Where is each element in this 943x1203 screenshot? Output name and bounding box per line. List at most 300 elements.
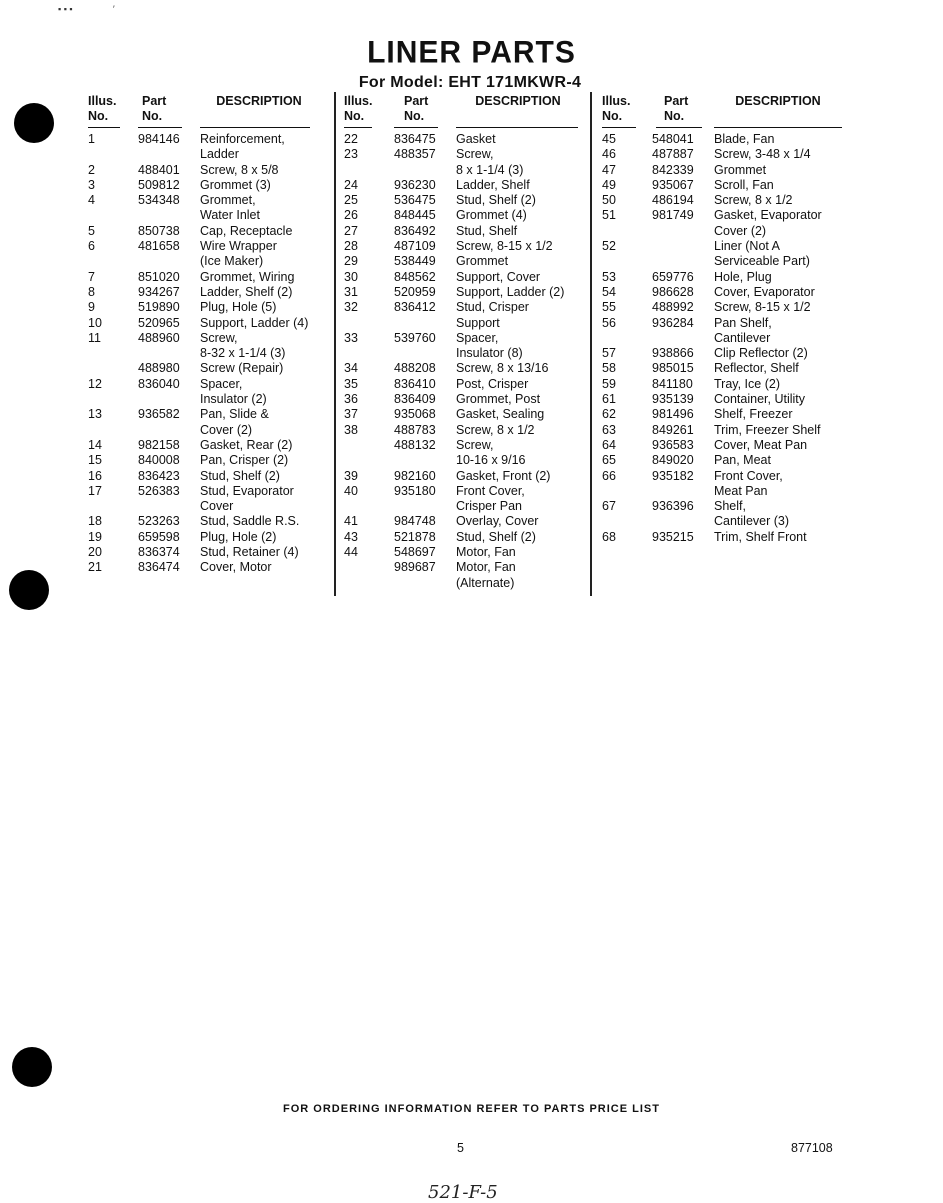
parts-column-2 [344,94,580,591]
part-number: 981749 [652,208,694,223]
description-line: Trim, Freezer Shelf [714,422,821,437]
description-line: Screw, [200,330,238,345]
description-line: Screw, 8 x 13/16 [456,361,549,376]
description-line: Clip Reflector (2) [714,346,808,361]
description-line: Stud, Evaporator [200,483,294,498]
description-line: Gasket, Evaporator [714,208,822,223]
part-description [200,132,318,163]
description-line: Tray, Ice (2) [714,376,780,391]
part-description [456,300,580,331]
part-description [456,377,580,392]
part-description [200,560,318,575]
description-line: Screw, 3-48 x 1/4 [714,147,811,162]
description-line: Ladder, Shelf [456,177,530,192]
table-row [344,132,580,147]
part-number: 986628 [652,284,694,299]
table-row [602,285,842,300]
part-description [456,285,580,300]
column-header [602,94,842,128]
table-row [602,530,842,545]
part-description [200,514,318,529]
illus-number: 62 [602,407,616,422]
table-row [602,163,842,178]
illus-number: 68 [602,529,616,544]
header-rule [714,127,842,129]
description-line: Cantilever [714,330,771,345]
description-line: Cover (2) [200,422,253,437]
description-line: Cover, Meat Pan [714,437,808,452]
description-line: Liner (Not A [714,239,781,254]
table-row [88,361,318,376]
description-line: Screw, [456,437,494,452]
illus-number: 45 [602,132,616,146]
part-description [714,316,842,347]
table-row [602,407,842,422]
illus-number: 18 [88,514,102,529]
description-line: Gasket [456,132,496,146]
description-line: Hole, Plug [714,269,772,284]
illus-number: 36 [344,392,358,407]
illus-number: 2 [88,162,95,177]
part-number: 659776 [652,269,694,284]
description-line: Front Cover, [456,483,525,498]
illus-number: 25 [344,193,358,208]
part-number: 936583 [652,437,694,452]
description-line: Container, Utility [714,392,806,407]
description-line: Support, Ladder (4) [200,315,309,330]
column-header [344,94,580,128]
header-rule [138,127,182,129]
illus-number: 8 [88,284,95,299]
illus-number: 55 [602,300,616,315]
part-number: 509812 [138,177,180,192]
handwritten-note: 521-F-5 [428,1182,498,1203]
document-number: 877108 [791,1141,833,1155]
part-description [200,178,318,193]
illus-number: 19 [88,529,102,544]
table-row [602,438,842,453]
table-row [602,193,842,208]
table-row [88,316,318,331]
page-number: 5 [457,1141,464,1155]
description-line: Gasket, Front (2) [456,468,551,483]
part-description [714,147,842,162]
illus-number: 6 [88,239,95,254]
table-row [88,469,318,484]
part-description [200,300,318,315]
description-line: Serviceable Part) [714,254,810,269]
description-line: Stud, Shelf [456,223,518,238]
header-rule [602,127,636,129]
part-number: 935182 [652,468,694,483]
description-line: Wire Wrapper [200,239,277,254]
part-description [456,254,580,269]
illus-number: 23 [344,147,358,162]
description-line: Shelf, [714,499,746,514]
description-line: Shelf, Freezer [714,407,793,422]
description-line: Insulator (8) [456,346,523,361]
binder-hole-top [14,103,54,143]
description-line: (Ice Maker) [200,254,264,269]
illus-number: 20 [88,545,102,560]
part-number: 849020 [652,453,694,468]
description-line: Stud, Saddle R.S. [200,514,300,529]
part-number: 982160 [394,468,436,483]
description-line: Grommet, Post [456,392,541,407]
illus-number: 16 [88,468,102,483]
illus-no-header: Illus. No. [344,94,373,123]
description-line: Blade, Fan [714,132,775,146]
table-row [602,499,842,530]
table-row [344,514,580,529]
description-line: 10-16 x 9/16 [456,453,526,468]
part-description [456,438,580,469]
part-number: 985015 [652,361,694,376]
description-line: Motor, Fan [456,560,516,575]
illus-number: 40 [344,483,358,498]
part-number: 848445 [394,208,436,223]
part-no-header: Part No. [404,94,429,123]
part-number: 836374 [138,545,180,560]
part-description [200,438,318,453]
description-line: Stud, Shelf (2) [456,529,536,544]
column-divider [334,92,336,596]
table-row [344,239,580,254]
part-description [714,407,842,422]
header-rule [656,127,702,129]
part-description [456,331,580,362]
part-number: 848562 [394,269,436,284]
part-description [200,545,318,560]
part-description [714,361,842,376]
part-description [200,270,318,285]
table-row [602,147,842,162]
part-description [456,239,580,254]
illus-number: 32 [344,300,358,315]
part-number: 488783 [394,422,436,437]
part-description [200,239,318,270]
part-description [456,224,580,239]
part-description [456,270,580,285]
part-number: 488960 [138,330,180,345]
description-line: Cover, Evaporator [714,284,815,299]
part-number: 936396 [652,499,694,514]
part-description [456,178,580,193]
part-number: 840008 [138,453,180,468]
table-row [88,453,318,468]
description-header: DESCRIPTION [475,94,561,108]
table-row [602,453,842,468]
part-number: 526383 [138,483,180,498]
illus-number: 10 [88,315,102,330]
table-row [344,285,580,300]
description-line: Support, Cover [456,269,541,284]
illus-number: 37 [344,407,358,422]
description-line: 8-32 x 1-1/4 (3) [200,346,286,361]
parts-rows [344,132,580,591]
part-description [200,331,318,362]
part-number: 488132 [394,437,436,452]
illus-number: 34 [344,361,358,376]
description-line: Cover, Motor [200,560,272,575]
description-line: Grommet [456,254,509,269]
illus-number: 12 [88,376,102,391]
part-description [200,193,318,224]
description-line: Gasket, Sealing [456,407,545,422]
part-number: 935068 [394,407,436,422]
part-number: 836475 [394,132,436,146]
table-row [602,178,842,193]
part-number: 836492 [394,223,436,238]
table-row [88,377,318,408]
part-number: 521878 [394,529,436,544]
table-row [344,193,580,208]
table-row [88,438,318,453]
illus-number: 4 [88,193,95,208]
part-number: 938866 [652,346,694,361]
illus-number: 29 [344,254,358,269]
description-line: Water Inlet [200,208,260,223]
part-number: 539760 [394,330,436,345]
description-line: Overlay, Cover [456,514,539,529]
table-row [344,438,580,469]
part-number: 936582 [138,407,180,422]
part-number: 851020 [138,269,180,284]
table-row [602,346,842,361]
part-description [456,560,580,591]
illus-number: 44 [344,545,358,560]
table-row [344,361,580,376]
illus-number: 50 [602,193,616,208]
illus-number: 67 [602,499,616,514]
table-row [602,469,842,500]
part-description [200,163,318,178]
table-row [88,270,318,285]
table-row [602,377,842,392]
table-row [344,484,580,515]
part-number: 488992 [652,300,694,315]
part-description [714,423,842,438]
illus-number: 59 [602,376,616,391]
header-rule [344,127,372,129]
part-description [714,270,842,285]
part-number: 934267 [138,284,180,299]
description-line: Ladder [200,147,239,162]
part-description [200,469,318,484]
part-number: 481658 [138,239,180,254]
part-description [714,499,842,530]
table-row [344,377,580,392]
illus-number: 63 [602,422,616,437]
illus-number: 54 [602,284,616,299]
parts-column-1 [88,94,318,576]
description-line: Spacer, [200,376,243,391]
description-line: Scroll, Fan [714,177,774,192]
table-row [344,300,580,331]
illus-number: 15 [88,453,102,468]
scan-speck: ′ [113,4,115,14]
part-number: 534348 [138,193,180,208]
description-header: DESCRIPTION [735,94,821,108]
table-row [88,530,318,545]
illus-number: 3 [88,177,95,192]
table-row [88,132,318,163]
part-number: 836423 [138,468,180,483]
table-row [344,560,580,591]
part-description [714,132,842,147]
part-number: 935067 [652,177,694,192]
part-description [714,178,842,193]
description-line: Screw, [456,147,494,162]
part-number: 841180 [652,376,693,391]
page-title: LINER PARTS [367,35,576,70]
description-line: Insulator (2) [200,392,267,407]
description-line: Motor, Fan [456,545,516,560]
header-rule [88,127,120,129]
illus-number: 51 [602,208,616,223]
table-row [88,545,318,560]
part-number: 548041 [652,132,694,146]
part-description [456,407,580,422]
binder-hole-bottom [12,1047,52,1087]
description-line: Post, Crisper [456,376,529,391]
illus-number: 33 [344,330,358,345]
part-number: 488357 [394,147,436,162]
part-description [200,453,318,468]
illus-number: 1 [88,132,95,146]
illus-number: 5 [88,223,95,238]
description-line: Stud, Shelf (2) [456,193,536,208]
part-no-header: Part No. [664,94,689,123]
table-row [88,514,318,529]
description-line: Support, Ladder (2) [456,284,565,299]
illus-number: 31 [344,284,358,299]
description-line: Reinforcement, [200,132,285,146]
part-description [714,469,842,500]
illus-number: 9 [88,300,95,315]
part-number: 836412 [394,300,436,315]
table-row [88,560,318,575]
illus-number: 30 [344,269,358,284]
description-line: (Alternate) [456,575,515,590]
illus-number: 11 [88,330,101,345]
illus-number: 41 [344,514,358,529]
illus-number: 53 [602,269,616,284]
table-row [344,331,580,362]
description-line: Reflector, Shelf [714,361,799,376]
illus-number: 49 [602,177,616,192]
part-description [714,193,842,208]
scan-speck: ▪ ▪ ▪ [58,4,73,14]
table-row [602,361,842,376]
part-number: 488401 [138,162,180,177]
description-line: Screw, 8 x 5/8 [200,162,279,177]
table-row [602,316,842,347]
table-row [602,239,842,270]
description-line: Grommet, Wiring [200,269,295,284]
part-number: 488208 [394,361,436,376]
table-row [344,254,580,269]
table-row [344,545,580,560]
description-line: Cap, Receptacle [200,223,293,238]
part-description [714,453,842,468]
description-line: Screw, 8 x 1/2 [456,422,535,437]
illus-number: 61 [602,392,616,407]
table-row [88,484,318,515]
part-description [714,239,842,270]
table-row [88,239,318,270]
description-line: Plug, Hole (5) [200,300,277,315]
part-description [200,361,318,376]
description-line: Cantilever (3) [714,514,790,529]
description-line: Pan, Meat [714,453,771,468]
part-number: 548697 [394,545,436,560]
table-row [88,331,318,362]
table-row [344,147,580,178]
part-number: 850738 [138,223,180,238]
table-row [344,469,580,484]
binder-hole-middle [9,570,49,610]
illus-number: 66 [602,468,616,483]
description-line: Trim, Shelf Front [714,529,807,544]
part-description [200,224,318,239]
description-line: Meat Pan [714,483,768,498]
part-number: 486194 [652,193,694,208]
part-description [456,514,580,529]
illus-number: 52 [602,239,616,254]
column-divider [590,92,592,596]
description-line: Pan Shelf, [714,315,772,330]
part-number: 487109 [394,239,436,254]
table-row [344,407,580,422]
part-description [456,469,580,484]
part-description [456,423,580,438]
part-number: 849261 [652,422,694,437]
illus-number: 47 [602,162,616,177]
table-row [602,132,842,147]
part-description [456,484,580,515]
table-row [602,423,842,438]
description-line: Stud, Shelf (2) [200,468,280,483]
illus-number: 64 [602,437,616,452]
description-line: Cover [200,499,234,514]
part-number: 836474 [138,560,180,575]
part-number: 981496 [652,407,694,422]
table-row [88,193,318,224]
table-row [88,178,318,193]
table-row [344,208,580,223]
part-number: 536475 [394,193,436,208]
illus-number: 58 [602,361,616,376]
table-row [344,530,580,545]
part-description [714,392,842,407]
part-number: 523263 [138,514,180,529]
description-line: Screw, 8 x 1/2 [714,193,793,208]
part-description [714,530,842,545]
part-description [200,484,318,515]
table-row [602,208,842,239]
part-number: 936230 [394,177,436,192]
table-row [602,300,842,315]
part-description [714,346,842,361]
column-header [88,94,318,128]
part-description [714,438,842,453]
part-number: 519890 [138,300,180,315]
parts-rows [602,132,842,545]
part-description [200,285,318,300]
description-line: Stud, Crisper [456,300,529,315]
part-number: 836410 [394,376,436,391]
